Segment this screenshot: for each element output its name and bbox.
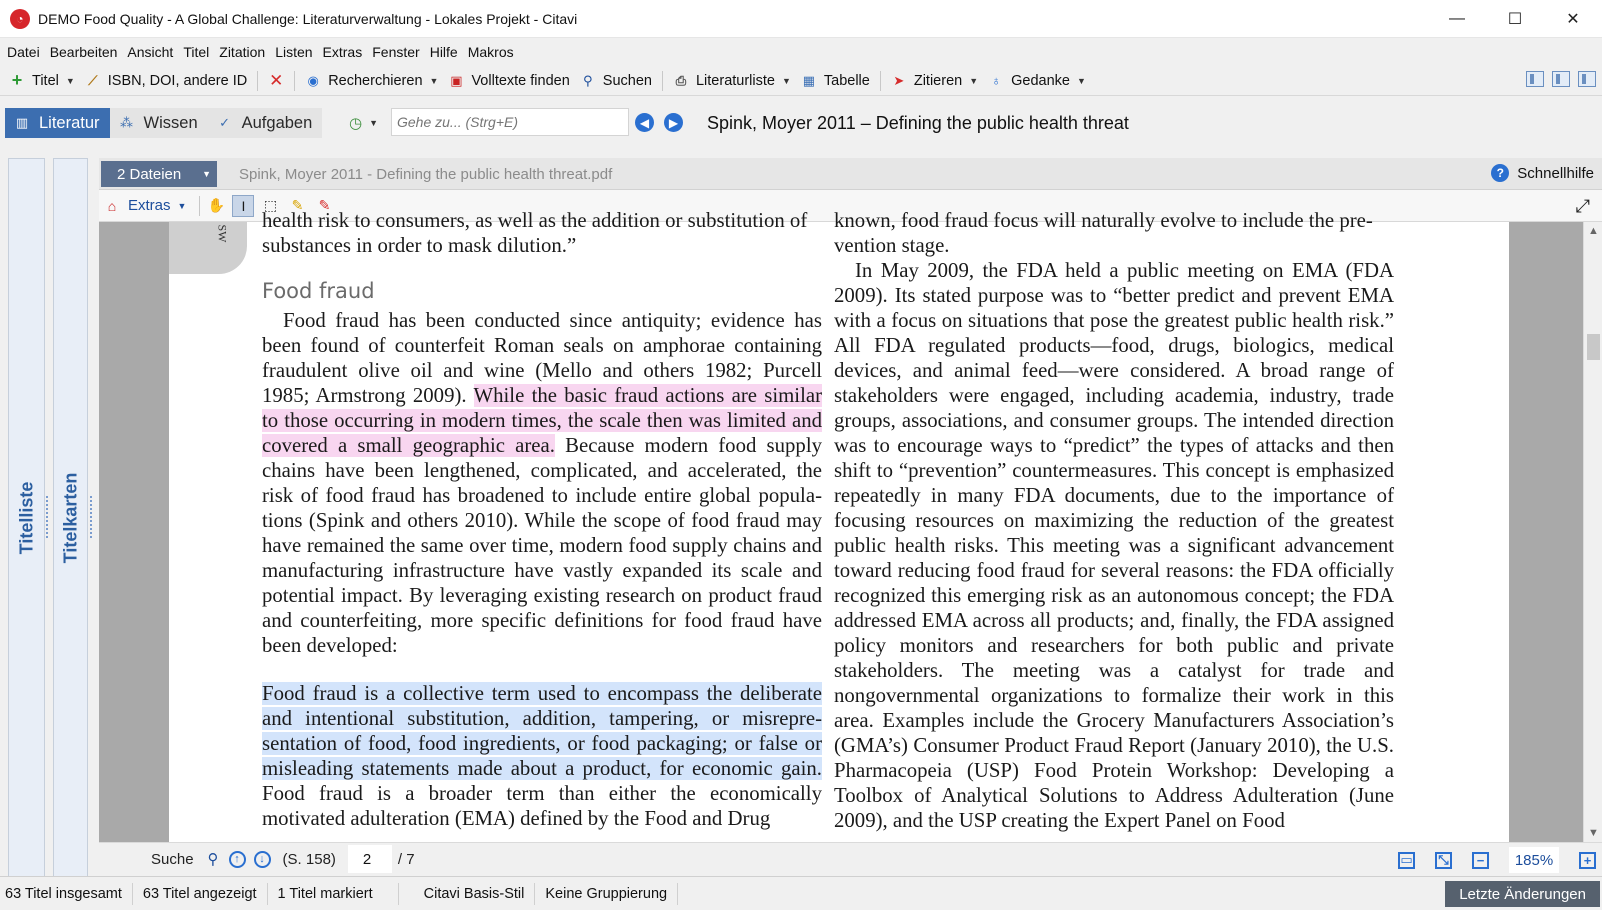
titelkarten-label: Titelkarten: [60, 472, 80, 564]
tab-wissen-label: Wissen: [143, 113, 198, 132]
page-number-input[interactable]: [348, 845, 392, 873]
toolbar-divider: [662, 71, 663, 91]
menu-makros[interactable]: Makros: [467, 44, 514, 60]
pdf-file-icon: ⌂: [107, 197, 117, 214]
table-icon: ▦: [802, 72, 816, 88]
pdf-icon: ▣: [450, 72, 463, 88]
printer-icon: ⎙: [675, 72, 687, 88]
fullscreen-icon[interactable]: ⤢: [1575, 196, 1590, 216]
menu-zitation[interactable]: Zitation: [219, 44, 266, 60]
menu-listen[interactable]: Listen: [275, 44, 313, 60]
chevron-down-icon: ▼: [969, 75, 979, 86]
chevron-down-icon: ▼: [65, 75, 75, 86]
isbn-button[interactable]: [80, 68, 252, 94]
pdf-search-bar: [99, 842, 1602, 875]
menu-extras[interactable]: Extras: [322, 44, 363, 60]
plus-icon: +: [11, 70, 23, 90]
save-icon[interactable]: ▭: [1398, 852, 1415, 869]
titelkarten-side-tab[interactable]: [53, 158, 88, 878]
isbn-label: ISBN, DOI, andere ID: [107, 72, 248, 89]
layout-switcher: [1526, 71, 1596, 87]
search-icon[interactable]: ⚲: [207, 851, 219, 868]
toolbar-divider: [257, 71, 258, 91]
right-top-fragment: known, food fraud focus will naturally evolve to include the pre-: [834, 209, 1373, 232]
page-reference: (S. 158): [282, 850, 336, 868]
page-corner-tab: [169, 222, 247, 274]
pdf-extras-button[interactable]: [128, 197, 186, 214]
menu-fenster[interactable]: Fenster: [372, 44, 420, 60]
tabelle-label: Tabelle: [823, 72, 870, 89]
status-grouping[interactable]: Keine Gruppierung: [540, 883, 678, 905]
zoom-controls: [1398, 847, 1596, 873]
left-top-fragment: health risk to consumers, as well as the addition or substitution of: [262, 209, 808, 232]
recherchieren-label: Recherchieren: [328, 72, 423, 89]
para2-text-b: Food fraud is a broader term than either the economically motivated adulteration (EMA) defined by the Food and Drug: [262, 782, 822, 830]
scroll-up-icon[interactable]: ▲: [1588, 225, 1599, 237]
scroll-down-icon[interactable]: ▼: [1588, 827, 1599, 839]
add-title-button[interactable]: [4, 68, 80, 94]
forward-arrow-icon[interactable]: ▶: [664, 113, 683, 132]
help-icon: ?: [1491, 164, 1509, 182]
globe-search-icon: ◉: [307, 72, 319, 88]
status-marked: 1 Titel markiert: [273, 883, 399, 905]
tab-wissen[interactable]: [110, 108, 208, 138]
toolbar-divider: [294, 71, 295, 91]
books-icon: ▥: [15, 115, 29, 130]
zitieren-label: Zitieren: [913, 72, 963, 89]
menu-bearbeiten[interactable]: Bearbeiten: [49, 44, 118, 60]
toolbar-divider: [880, 71, 881, 91]
status-total: 63 Titel insgesamt: [0, 883, 133, 905]
text-select-tool-icon[interactable]: I: [232, 195, 254, 217]
fit-page-icon[interactable]: ⤡: [1435, 852, 1452, 869]
tab-aufgaben[interactable]: [208, 108, 323, 138]
quick-help-label: Schnellhilfe: [1517, 164, 1594, 182]
chevron-down-icon: ▼: [429, 75, 439, 86]
layout-two-pane-icon[interactable]: [1552, 71, 1570, 87]
hand-tool-icon[interactable]: ✋: [207, 197, 226, 213]
menu-hilfe[interactable]: Hilfe: [429, 44, 458, 60]
pink-highlight[interactable]: While the basic fraud actions are similar to those occurring in modern times, the scale then was limited and covered a small geographic area.: [262, 384, 822, 457]
menu-datei[interactable]: Datei: [7, 44, 40, 60]
para1-text-b: Because modern food supply chains have been lengthened, complicated, and accelerated, the risk of food fraud has broadened to include entire global populations (Spink and others 2010). While the scope of food fraud may have remained the same over time, modern food supply chains and manufacturing infrastructure have vastly expanded its scale and potential impact. By leveraging existing research on product fraud and counterfeiting, more specific definitions for food fraud have been developed:: [262, 434, 822, 657]
next-page-icon[interactable]: ↓: [254, 851, 271, 868]
current-reference-title: Spink, Moyer 2011 – Defining the public health threat: [707, 113, 1129, 133]
highlighter-red-icon[interactable]: ✎: [318, 197, 331, 213]
titelliste-label: Titelliste: [16, 481, 36, 555]
vertical-scrollbar[interactable]: [1583, 222, 1602, 842]
tabelle-button[interactable]: [796, 68, 875, 94]
files-dropdown-label: 2 Dateien: [117, 165, 182, 183]
suchen-button[interactable]: [575, 68, 657, 94]
pdf-filename: Spink, Moyer 2011 - Defining the public health threat.pdf: [239, 166, 613, 183]
status-bar: [0, 876, 1602, 910]
tab-aufgaben-label: Aufgaben: [241, 113, 313, 132]
literaturliste-button[interactable]: [668, 68, 796, 94]
toolbar-divider: [199, 196, 200, 216]
highlighter-yellow-icon[interactable]: ✎: [291, 197, 304, 213]
literaturliste-label: Literaturliste: [695, 72, 775, 89]
volltexte-button[interactable]: [443, 68, 574, 94]
status-shown: 63 Titel angezeigt: [138, 883, 268, 905]
history-button[interactable]: [349, 114, 378, 132]
knowledge-network-icon: ⁂: [120, 115, 134, 130]
pdf-extras-label: Extras: [128, 197, 171, 214]
navigation-bar: [0, 96, 1602, 156]
add-title-label: Titel: [32, 72, 59, 89]
wand-icon: ⟋: [88, 72, 98, 88]
view-tabs: [5, 108, 322, 138]
left-paragraph-2: [262, 681, 822, 831]
tab-literatur[interactable]: [5, 108, 110, 138]
chevron-down-icon: ▼: [177, 200, 187, 211]
title-bar: [0, 0, 1602, 38]
chevron-down-icon: ▼: [202, 169, 211, 179]
section-heading-food-fraud: Food fraud: [262, 279, 375, 303]
zoom-level[interactable]: 185%: [1509, 847, 1559, 873]
layout-one-pane-icon[interactable]: [1578, 71, 1596, 87]
chevron-down-icon: ▼: [781, 75, 791, 86]
citavi-logo-icon: ◔: [10, 9, 30, 29]
goto-input[interactable]: [391, 108, 629, 136]
zoom-out-icon[interactable]: −: [1472, 852, 1489, 869]
titelliste-side-tab[interactable]: [8, 158, 45, 878]
volltexte-label: Volltexte finden: [471, 72, 570, 89]
status-style[interactable]: Citavi Basis-Stil: [404, 883, 536, 905]
tab-literatur-label: Literatur: [39, 113, 100, 132]
para1-text-a: Food fraud has been conducted since antiquity; evidence has been found of counterfeit Roman seals on amphorae containing fraudulent olive oil and wine (Mello and others 1982; Purcell 1985; Armstrong 2009).: [262, 309, 822, 407]
history-clock-icon: ◷: [349, 115, 363, 132]
quick-help-link[interactable]: [1491, 164, 1594, 182]
pdf-left-column: [262, 208, 822, 831]
zitieren-button[interactable]: [886, 68, 983, 94]
close-button[interactable]: ✕: [1566, 10, 1580, 28]
scroll-thumb[interactable]: [1587, 334, 1600, 360]
splitter-grip[interactable]: [46, 496, 49, 538]
cite-arrow-icon: ➤: [893, 72, 905, 88]
page-total: / 7: [397, 850, 415, 868]
suchen-label: Suchen: [602, 72, 652, 89]
pdf-viewer[interactable]: [99, 209, 1583, 842]
gedanke-button[interactable]: [983, 68, 1091, 94]
blue-highlight[interactable]: Food fraud is a collective term used to encompass the deliberate and intentional substitution, addition, tampering, or misrepresentation of food, food ingredients, or food packaging; or false or misleading statements made about a product, for economic gain.: [262, 682, 822, 780]
page-corner-text: SW: [215, 224, 230, 243]
pdf-page: [169, 209, 1509, 842]
menu-ansicht[interactable]: Ansicht: [127, 44, 174, 60]
left-paragraph-1: [262, 308, 822, 658]
right-paragraph: In May 2009, the FDA held a public meeting on EMA (FDA 2009). Its stated purpose was to “better predict and prevent EMA with a focus on situations that pose the greatest public health risk.” All FDA regulated products—food, drugs, biologics, medical devices, and animal feed—were considered. A broad range of stakeholders were engaged, including academia, industry, trade groups, associations, and consumer groups. The intended direction was to encourage ways to “predict” the types of attacks and then shift to “prevention” countermeasures. This concept is emphasized repeatedly in many FDA documents, due to the importance of focusing resources on maximizing the reduction of the greatest public health risks. This meeting was a significant advancement toward reducing food fraud for several reasons: the FDA officially recognized this emerging risk as an autonomous concept; the FDA addressed EMA across all products; and, finally, the FDA assigned policy monitors and researchers for both public and private stakeholders. The meeting was a catalyst for trade and nongovernmental organizations to formalize their work in this area. Examples include the Grocery Manufacturers Association’s (GMA’s) Consumer Product Fraud Report (January 2010), the U.S. Pharmacopeia (USP) Food Protein Workshop: Developing a Toolbox of Analytical Solutions to Address Adulteration (June 2009), and the USP creating the Expert Panel on Food: [834, 259, 1394, 832]
main-toolbar: [0, 66, 1602, 96]
paragraph-gap: [262, 658, 822, 681]
menu-titel[interactable]: Titel: [183, 44, 210, 60]
window-title: DEMO Food Quality - A Global Challenge: Literaturverwaltung - Lokales Projekt - Citavi: [38, 10, 578, 27]
splitter-grip[interactable]: [90, 496, 93, 538]
chevron-down-icon: ▼: [1076, 75, 1086, 86]
maximize-button[interactable]: ☐: [1507, 10, 1523, 28]
back-arrow-icon[interactable]: ◀: [635, 113, 654, 132]
gedanke-label: Gedanke: [1011, 72, 1070, 89]
delete-button[interactable]: [263, 68, 289, 94]
lightbulb-icon: ♁: [991, 73, 1001, 88]
pdf-right-column: [834, 208, 1394, 833]
previous-page-icon[interactable]: ↑: [229, 851, 246, 868]
tasks-checklist-icon: ✓: [219, 115, 231, 130]
recent-changes-button[interactable]: Letzte Änderungen: [1445, 881, 1600, 907]
zoom-in-icon[interactable]: +: [1579, 852, 1596, 869]
document-header: [99, 158, 1602, 190]
search-label: Suche: [151, 850, 194, 868]
chevron-down-icon: ▼: [369, 118, 379, 128]
recherchieren-button[interactable]: [300, 68, 443, 94]
delete-x-icon: ✕: [269, 70, 284, 90]
right-top-line: vention stage.: [834, 234, 950, 257]
search-icon: ⚲: [583, 72, 593, 88]
files-dropdown[interactable]: [101, 161, 217, 187]
left-top-line: substances in order to mask dilution.”: [262, 234, 577, 257]
minimize-button[interactable]: —: [1449, 9, 1465, 27]
menu-bar: [0, 38, 1602, 66]
layout-three-pane-icon[interactable]: [1526, 71, 1544, 87]
area-select-tool-icon[interactable]: ⬚: [263, 197, 278, 213]
